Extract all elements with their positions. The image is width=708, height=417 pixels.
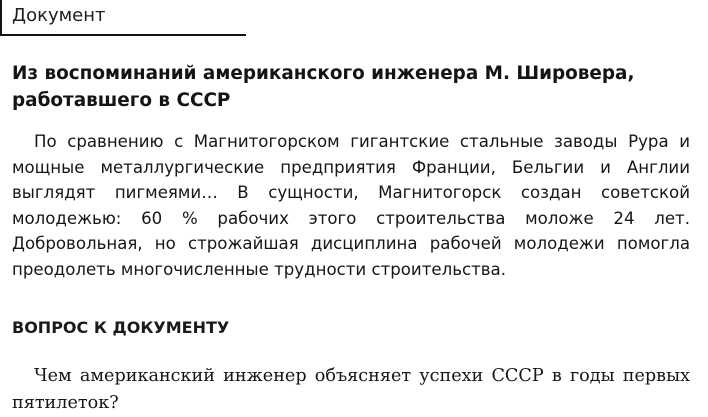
document-title: Из воспоминаний американского инженера М. Шировера, работавшего в СССР	[12, 63, 635, 111]
question-section-heading: ВОПРОС К ДОКУМЕНТУ	[12, 318, 230, 337]
document-header-label	[0, 0, 246, 36]
header-label-text: Документ	[12, 5, 106, 26]
question-text: Чем американский инженер объясняет успехи СССР в годы первых пятилеток?	[12, 366, 690, 413]
document-body-text: По сравнению с Магнитогорском гигантские стальные заводы Рура и мощные металлургические предприятия Франции, Бельгии и Англии выглядят пигмеями… В сущности, Магнитогорск создан советской молодежью: 60 % рабочих этого строительства моложе 24 лет. Добровольная, но строжайшая дисциплина рабочей молодежи помогла преодолеть многочисленные трудности строительства.	[12, 132, 690, 279]
